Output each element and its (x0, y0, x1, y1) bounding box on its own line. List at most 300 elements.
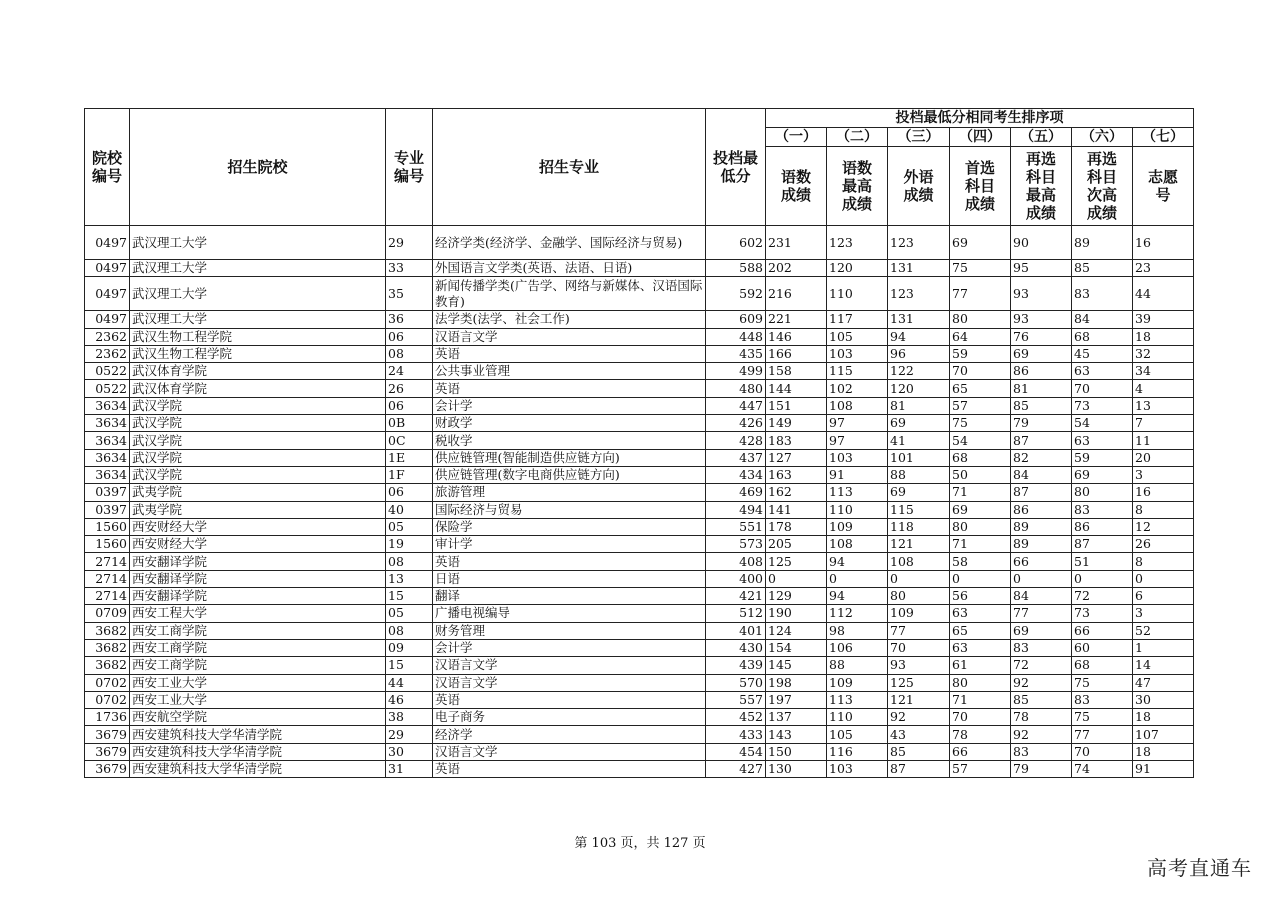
header-sub-number: （二） (827, 128, 888, 147)
sort-value-cell: 0 (827, 570, 888, 587)
major-name-cell: 英语 (433, 345, 706, 362)
sort-value-cell: 69 (888, 415, 950, 432)
sort-value-cell: 91 (827, 466, 888, 483)
table-row (85, 363, 1194, 380)
major-name-cell: 英语 (433, 553, 706, 570)
sort-value-cell: 59 (1072, 449, 1133, 466)
school-code-cell: 1560 (85, 518, 130, 535)
major-code-cell: 29 (386, 226, 433, 260)
major-code-cell: 46 (386, 691, 433, 708)
school-code-cell: 0497 (85, 311, 130, 328)
school-name-cell: 武汉学院 (130, 449, 386, 466)
sort-value-cell: 13 (1133, 397, 1194, 414)
min-score-cell: 588 (706, 260, 766, 277)
min-score-cell: 454 (706, 743, 766, 760)
sort-value-cell: 85 (1072, 260, 1133, 277)
major-name-cell: 汉语言文学 (433, 674, 706, 691)
sort-value-cell: 70 (1072, 743, 1133, 760)
sort-value-cell: 12 (1133, 518, 1194, 535)
school-name-cell: 西安财经大学 (130, 536, 386, 553)
school-name-cell: 武汉学院 (130, 397, 386, 414)
sort-value-cell: 166 (766, 345, 827, 362)
sort-value-cell: 66 (950, 743, 1011, 760)
sort-value-cell: 30 (1133, 691, 1194, 708)
sort-value-cell: 190 (766, 605, 827, 622)
sort-value-cell: 89 (1011, 536, 1072, 553)
sort-value-cell: 64 (950, 328, 1011, 345)
sort-value-cell: 122 (888, 363, 950, 380)
major-code-cell: 1E (386, 449, 433, 466)
sort-value-cell: 98 (827, 622, 888, 639)
sort-value-cell: 163 (766, 466, 827, 483)
table-row (85, 709, 1194, 726)
sort-value-cell: 68 (1072, 657, 1133, 674)
min-score-cell: 400 (706, 570, 766, 587)
school-name-cell: 西安建筑科技大学华清学院 (130, 761, 386, 778)
min-score-cell: 469 (706, 484, 766, 501)
major-code-cell: 40 (386, 501, 433, 518)
sort-value-cell: 54 (1072, 415, 1133, 432)
sort-value-cell: 70 (950, 363, 1011, 380)
school-name-cell: 武汉学院 (130, 415, 386, 432)
min-score-cell: 573 (706, 536, 766, 553)
sort-value-cell: 85 (1011, 397, 1072, 414)
school-name-cell: 武汉学院 (130, 432, 386, 449)
table-row (85, 328, 1194, 345)
school-name-cell: 武汉体育学院 (130, 363, 386, 380)
major-code-cell: 05 (386, 605, 433, 622)
sort-value-cell: 84 (1011, 588, 1072, 605)
min-score-cell: 499 (706, 363, 766, 380)
major-code-cell: 26 (386, 380, 433, 397)
sort-value-cell: 106 (827, 639, 888, 656)
school-name-cell: 武汉理工大学 (130, 277, 386, 311)
sort-value-cell: 70 (950, 709, 1011, 726)
table-row (85, 588, 1194, 605)
header-min-score: 投档最低分 (706, 109, 766, 226)
sort-value-cell: 8 (1133, 553, 1194, 570)
sort-value-cell: 116 (827, 743, 888, 760)
sort-value-cell: 43 (888, 726, 950, 743)
min-score-cell: 570 (706, 674, 766, 691)
sort-value-cell: 73 (1072, 397, 1133, 414)
major-name-cell: 财务管理 (433, 622, 706, 639)
school-name-cell: 武夷学院 (130, 501, 386, 518)
table-row (85, 484, 1194, 501)
sort-value-cell: 127 (766, 449, 827, 466)
sort-value-cell: 110 (827, 501, 888, 518)
table-row (85, 397, 1194, 414)
sort-value-cell: 63 (950, 605, 1011, 622)
sort-value-cell: 113 (827, 691, 888, 708)
sort-value-cell: 80 (888, 588, 950, 605)
major-name-cell: 日语 (433, 570, 706, 587)
sort-value-cell: 88 (827, 657, 888, 674)
sort-value-cell: 18 (1133, 709, 1194, 726)
sort-value-cell: 7 (1133, 415, 1194, 432)
sort-value-cell: 80 (950, 518, 1011, 535)
sort-value-cell: 84 (1072, 311, 1133, 328)
min-score-cell: 434 (706, 466, 766, 483)
sort-value-cell: 105 (827, 328, 888, 345)
table-row (85, 277, 1194, 311)
min-score-cell: 602 (706, 226, 766, 260)
sort-value-cell: 0 (888, 570, 950, 587)
min-score-cell: 448 (706, 328, 766, 345)
school-name-cell: 武汉体育学院 (130, 380, 386, 397)
sort-value-cell: 60 (1072, 639, 1133, 656)
sort-value-cell: 146 (766, 328, 827, 345)
sort-value-cell: 45 (1072, 345, 1133, 362)
major-name-cell: 会计学 (433, 639, 706, 656)
sort-value-cell: 65 (950, 380, 1011, 397)
school-name-cell: 武汉学院 (130, 466, 386, 483)
school-name-cell: 西安工业大学 (130, 691, 386, 708)
sort-value-cell: 84 (1011, 466, 1072, 483)
sort-value-cell: 87 (1011, 484, 1072, 501)
major-code-cell: 08 (386, 622, 433, 639)
major-code-cell: 44 (386, 674, 433, 691)
table-row (85, 657, 1194, 674)
table-row (85, 432, 1194, 449)
major-name-cell: 国际经济与贸易 (433, 501, 706, 518)
school-code-cell: 3634 (85, 397, 130, 414)
sort-value-cell: 8 (1133, 501, 1194, 518)
min-score-cell: 480 (706, 380, 766, 397)
major-name-cell: 英语 (433, 691, 706, 708)
school-code-cell: 0702 (85, 691, 130, 708)
sort-value-cell: 120 (888, 380, 950, 397)
school-name-cell: 西安翻译学院 (130, 588, 386, 605)
sort-value-cell: 89 (1072, 226, 1133, 260)
sort-value-cell: 58 (950, 553, 1011, 570)
school-code-cell: 3679 (85, 743, 130, 760)
table-row (85, 466, 1194, 483)
sort-value-cell: 94 (888, 328, 950, 345)
sort-value-cell: 103 (827, 449, 888, 466)
sort-value-cell: 89 (1011, 518, 1072, 535)
school-code-cell: 3634 (85, 449, 130, 466)
header-sub-label: 外语成绩 (888, 147, 950, 226)
sort-value-cell: 92 (1011, 674, 1072, 691)
sort-value-cell: 75 (1072, 709, 1133, 726)
sort-value-cell: 87 (1011, 432, 1072, 449)
table-row (85, 570, 1194, 587)
sort-value-cell: 96 (888, 345, 950, 362)
table-row (85, 311, 1194, 328)
sort-value-cell: 0 (1072, 570, 1133, 587)
sort-value-cell: 162 (766, 484, 827, 501)
sort-value-cell: 83 (1072, 277, 1133, 311)
sort-value-cell: 63 (1072, 363, 1133, 380)
sort-value-cell: 137 (766, 709, 827, 726)
major-code-cell: 33 (386, 260, 433, 277)
sort-value-cell: 68 (1072, 328, 1133, 345)
min-score-cell: 439 (706, 657, 766, 674)
header-sub-number: （四） (950, 128, 1011, 147)
sort-value-cell: 125 (766, 553, 827, 570)
major-name-cell: 广播电视编导 (433, 605, 706, 622)
header-sub-number: （五） (1011, 128, 1072, 147)
sort-value-cell: 110 (827, 709, 888, 726)
sort-value-cell: 216 (766, 277, 827, 311)
school-code-cell: 2714 (85, 570, 130, 587)
school-code-cell: 2362 (85, 328, 130, 345)
min-score-cell: 512 (706, 605, 766, 622)
sort-value-cell: 144 (766, 380, 827, 397)
table-row (85, 691, 1194, 708)
sort-value-cell: 39 (1133, 311, 1194, 328)
sort-value-cell: 108 (827, 536, 888, 553)
header-sub-label: 语数最高成绩 (827, 147, 888, 226)
sort-value-cell: 69 (950, 501, 1011, 518)
sort-value-cell: 66 (1011, 553, 1072, 570)
sort-value-cell: 50 (950, 466, 1011, 483)
major-code-cell: 0B (386, 415, 433, 432)
school-code-cell: 0397 (85, 501, 130, 518)
sort-value-cell: 70 (888, 639, 950, 656)
sort-value-cell: 83 (1011, 639, 1072, 656)
sort-value-cell: 141 (766, 501, 827, 518)
sort-value-cell: 6 (1133, 588, 1194, 605)
major-name-cell: 翻译 (433, 588, 706, 605)
sort-value-cell: 77 (1072, 726, 1133, 743)
min-score-cell: 427 (706, 761, 766, 778)
sort-value-cell: 112 (827, 605, 888, 622)
sort-value-cell: 69 (1011, 345, 1072, 362)
sort-value-cell: 109 (827, 674, 888, 691)
sort-value-cell: 87 (1072, 536, 1133, 553)
sort-value-cell: 72 (1072, 588, 1133, 605)
sort-value-cell: 14 (1133, 657, 1194, 674)
sort-value-cell: 72 (1011, 657, 1072, 674)
sort-value-cell: 20 (1133, 449, 1194, 466)
major-code-cell: 08 (386, 553, 433, 570)
school-name-cell: 西安工业大学 (130, 674, 386, 691)
watermark: 高考直通车 (1147, 856, 1252, 880)
sort-value-cell: 86 (1072, 518, 1133, 535)
sort-value-cell: 78 (950, 726, 1011, 743)
sort-value-cell: 95 (1011, 260, 1072, 277)
sort-value-cell: 124 (766, 622, 827, 639)
school-code-cell: 3682 (85, 622, 130, 639)
header-sub-label: 志愿号 (1133, 147, 1194, 226)
major-code-cell: 06 (386, 397, 433, 414)
sort-value-cell: 23 (1133, 260, 1194, 277)
major-name-cell: 会计学 (433, 397, 706, 414)
major-code-cell: 15 (386, 657, 433, 674)
min-score-cell: 452 (706, 709, 766, 726)
sort-value-cell: 131 (888, 260, 950, 277)
major-name-cell: 财政学 (433, 415, 706, 432)
sort-value-cell: 71 (950, 691, 1011, 708)
min-score-cell: 592 (706, 277, 766, 311)
sort-value-cell: 41 (888, 432, 950, 449)
sort-value-cell: 115 (827, 363, 888, 380)
school-name-cell: 西安翻译学院 (130, 570, 386, 587)
sort-value-cell: 71 (950, 536, 1011, 553)
min-score-cell: 408 (706, 553, 766, 570)
header-sub-number: （一） (766, 128, 827, 147)
sort-value-cell: 81 (888, 397, 950, 414)
school-code-cell: 0702 (85, 674, 130, 691)
sort-value-cell: 121 (888, 691, 950, 708)
sort-value-cell: 121 (888, 536, 950, 553)
school-name-cell: 武汉理工大学 (130, 226, 386, 260)
sort-value-cell: 75 (950, 415, 1011, 432)
table-row (85, 622, 1194, 639)
header-school: 招生院校 (130, 109, 386, 226)
sort-value-cell: 11 (1133, 432, 1194, 449)
table-row (85, 553, 1194, 570)
sort-value-cell: 129 (766, 588, 827, 605)
sort-value-cell: 120 (827, 260, 888, 277)
min-score-cell: 437 (706, 449, 766, 466)
school-code-cell: 0497 (85, 260, 130, 277)
major-code-cell: 35 (386, 277, 433, 311)
table-row (85, 639, 1194, 656)
school-code-cell: 0709 (85, 605, 130, 622)
sort-value-cell: 3 (1133, 466, 1194, 483)
sort-value-cell: 0 (766, 570, 827, 587)
sort-value-cell: 56 (950, 588, 1011, 605)
sort-value-cell: 92 (1011, 726, 1072, 743)
major-code-cell: 38 (386, 709, 433, 726)
school-code-cell: 0397 (85, 484, 130, 501)
school-code-cell: 0522 (85, 363, 130, 380)
min-score-cell: 609 (706, 311, 766, 328)
sort-value-cell: 0 (1133, 570, 1194, 587)
major-name-cell: 汉语言文学 (433, 328, 706, 345)
sort-value-cell: 32 (1133, 345, 1194, 362)
sort-value-cell: 70 (1072, 380, 1133, 397)
school-name-cell: 武汉生物工程学院 (130, 345, 386, 362)
sort-value-cell: 65 (950, 622, 1011, 639)
major-code-cell: 13 (386, 570, 433, 587)
header-sub-number: （三） (888, 128, 950, 147)
major-code-cell: 30 (386, 743, 433, 760)
sort-value-cell: 34 (1133, 363, 1194, 380)
major-name-cell: 汉语言文学 (433, 743, 706, 760)
school-code-cell: 3634 (85, 466, 130, 483)
sort-value-cell: 77 (1011, 605, 1072, 622)
sort-value-cell: 103 (827, 345, 888, 362)
sort-value-cell: 151 (766, 397, 827, 414)
school-code-cell: 0522 (85, 380, 130, 397)
sort-value-cell: 103 (827, 761, 888, 778)
header-sub-label: 再选科目最高成绩 (1011, 147, 1072, 226)
table-row (85, 449, 1194, 466)
sort-value-cell: 123 (888, 277, 950, 311)
header-school-code: 院校编号 (85, 109, 130, 226)
sort-value-cell: 74 (1072, 761, 1133, 778)
sort-value-cell: 4 (1133, 380, 1194, 397)
sort-value-cell: 109 (888, 605, 950, 622)
major-code-cell: 15 (386, 588, 433, 605)
major-code-cell: 31 (386, 761, 433, 778)
table-row (85, 501, 1194, 518)
sort-value-cell: 145 (766, 657, 827, 674)
school-name-cell: 武汉理工大学 (130, 311, 386, 328)
table-row (85, 380, 1194, 397)
sort-value-cell: 57 (950, 397, 1011, 414)
sort-value-cell: 149 (766, 415, 827, 432)
min-score-cell: 435 (706, 345, 766, 362)
header-sub-label: 语数成绩 (766, 147, 827, 226)
sort-value-cell: 108 (827, 397, 888, 414)
table-row (85, 743, 1194, 760)
sort-value-cell: 18 (1133, 743, 1194, 760)
min-score-cell: 433 (706, 726, 766, 743)
major-name-cell: 法学类(法学、社会工作) (433, 311, 706, 328)
table-row (85, 605, 1194, 622)
major-code-cell: 09 (386, 639, 433, 656)
sort-value-cell: 107 (1133, 726, 1194, 743)
major-name-cell: 外国语言文学类(英语、法语、日语) (433, 260, 706, 277)
min-score-cell: 401 (706, 622, 766, 639)
major-name-cell: 供应链管理(数字电商供应链方向) (433, 466, 706, 483)
sort-value-cell: 97 (827, 432, 888, 449)
major-name-cell: 审计学 (433, 536, 706, 553)
table-header (85, 109, 1194, 226)
major-code-cell: 06 (386, 484, 433, 501)
sort-value-cell: 154 (766, 639, 827, 656)
school-code-cell: 3634 (85, 415, 130, 432)
sort-value-cell: 80 (950, 674, 1011, 691)
school-name-cell: 西安翻译学院 (130, 553, 386, 570)
sort-value-cell: 16 (1133, 484, 1194, 501)
table-row (85, 674, 1194, 691)
sort-value-cell: 131 (888, 311, 950, 328)
major-code-cell: 1F (386, 466, 433, 483)
table-row (85, 415, 1194, 432)
school-name-cell: 西安工商学院 (130, 622, 386, 639)
school-code-cell: 3682 (85, 657, 130, 674)
sort-value-cell: 150 (766, 743, 827, 760)
sort-value-cell: 82 (1011, 449, 1072, 466)
sort-value-cell: 73 (1072, 605, 1133, 622)
sort-value-cell: 109 (827, 518, 888, 535)
sort-value-cell: 51 (1072, 553, 1133, 570)
sort-value-cell: 94 (827, 553, 888, 570)
major-code-cell: 05 (386, 518, 433, 535)
min-score-cell: 428 (706, 432, 766, 449)
major-code-cell: 19 (386, 536, 433, 553)
sort-value-cell: 59 (950, 345, 1011, 362)
sort-value-cell: 90 (1011, 226, 1072, 260)
major-name-cell: 税收学 (433, 432, 706, 449)
sort-value-cell: 80 (1072, 484, 1133, 501)
sort-value-cell: 143 (766, 726, 827, 743)
school-code-cell: 2714 (85, 553, 130, 570)
sort-value-cell: 57 (950, 761, 1011, 778)
sort-value-cell: 68 (950, 449, 1011, 466)
school-name-cell: 西安工程大学 (130, 605, 386, 622)
school-code-cell: 1560 (85, 536, 130, 553)
sort-value-cell: 178 (766, 518, 827, 535)
sort-value-cell: 61 (950, 657, 1011, 674)
sort-value-cell: 205 (766, 536, 827, 553)
min-score-cell: 421 (706, 588, 766, 605)
school-code-cell: 3679 (85, 761, 130, 778)
sort-value-cell: 78 (1011, 709, 1072, 726)
table-row (85, 518, 1194, 535)
major-name-cell: 电子商务 (433, 709, 706, 726)
sort-value-cell: 125 (888, 674, 950, 691)
sort-value-cell: 198 (766, 674, 827, 691)
sort-value-cell: 130 (766, 761, 827, 778)
major-name-cell: 经济学 (433, 726, 706, 743)
